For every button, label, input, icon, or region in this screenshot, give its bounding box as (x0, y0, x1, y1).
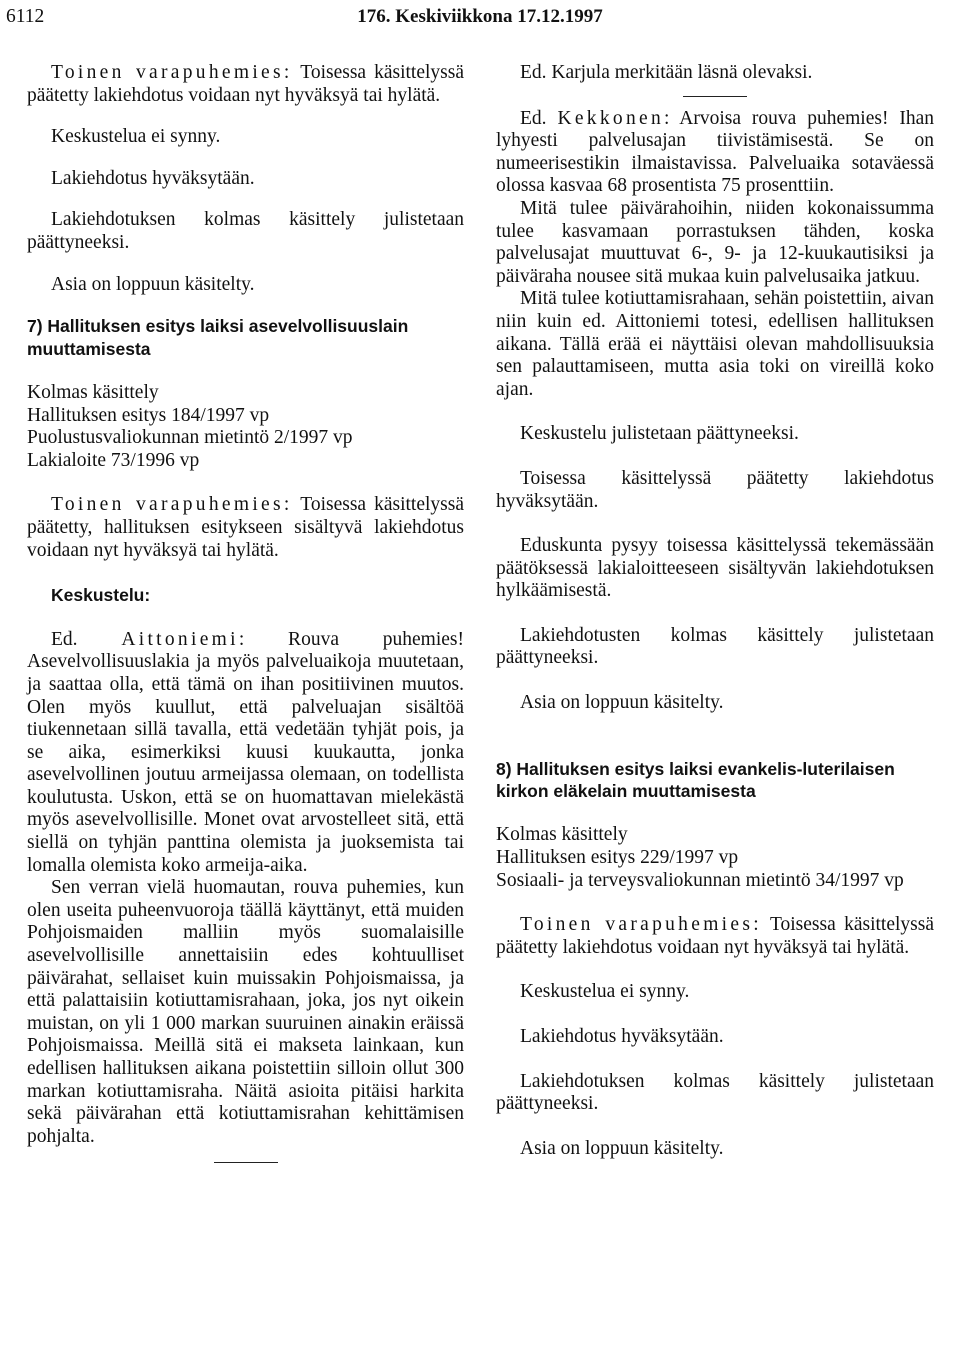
detail-line: Lakialoite 73/1996 vp (27, 449, 200, 471)
page-number: 6112 (6, 6, 45, 27)
paragraph: Lakiehdotusten kolmas käsittely julistetaan päättyneeksi. (496, 624, 934, 669)
chair-statement (27, 494, 464, 562)
paragraph: Mitä tulee kotiuttamisrahaan, sehän poistettiin, aivan niin kuin ed. Aittoniemi totesi, edellisen hallituksen aikana. Tällä erää ei näyttäisi olevan mahdollisuuksia sen palauttamiseen, mutta asia toki on vireillä koko ajan. (496, 288, 934, 400)
debate-heading: Keskustelu: (51, 585, 151, 606)
statement-text: Toisessa käsittelyssä päätetty, hallituksen esitykseen sisältyvä lakiehdotus voidaan nyt hyväksyä tai hylätä. (27, 494, 465, 561)
paragraph: Asia on loppuun käsitelty. (51, 273, 255, 295)
speech (496, 108, 934, 198)
speaker-name: Toinen varapuhemies: (51, 494, 293, 516)
paragraph: Toisessa käsittelyssä päätetty lakiehdotus hyväksytään. (496, 467, 934, 512)
detail-line: Kolmas käsittely (27, 381, 159, 403)
page-header (6, 6, 954, 30)
detail-line: Hallituksen esitys 229/1997 vp (496, 847, 739, 869)
chair-statement (27, 62, 464, 107)
speaker-name: Toinen varapuhemies: (520, 914, 762, 936)
paragraph: Eduskunta pysyy toisessa käsittelyssä tekemässään päätöksessä lakialoitteeseen sisältyvän lakiehdotuksen hylkäämisestä. (496, 535, 934, 602)
paragraph: Ed. Karjula merkitään läsnä olevaksi. (520, 62, 813, 83)
item-details (496, 824, 934, 892)
speech-prefix: Ed. (51, 628, 122, 650)
speaker-name: Aittoniemi (121, 628, 239, 650)
speech-text: : Arvoisa rouva puhemies! Ihan lyhyesti palvelusajan tiivistämisestä. Se on numeerisestikin ilmaistavissa. Palveluaika sotaväessä olossa kasvaa 68 prosentista 75 prosenttiin. (496, 107, 934, 197)
paragraph: Keskustelua ei synny. (51, 126, 221, 148)
divider (683, 96, 747, 97)
speech-prefix: Ed. (520, 107, 558, 129)
section-heading-8: 8) Hallituksen esitys laiksi evankelis-luterilaisen kirkon eläkelain muuttamisesta (496, 758, 895, 802)
chair-statement (496, 914, 934, 959)
paragraph: Lakiehdotuksen kolmas käsittely julistetaan päättyneeksi. (27, 209, 464, 253)
paragraph: Keskustelu julistetaan päättyneeksi. (520, 423, 799, 445)
divider (214, 1162, 278, 1163)
statement-text: Toisessa käsittelyssä päätetty lakiehdotus voidaan nyt hyväksyä tai hylätä. (27, 62, 465, 106)
detail-line: Puolustusvaliokunnan mietintö 2/1997 vp (27, 427, 353, 449)
speaker-name: Toinen varapuhemies: (51, 62, 293, 83)
right-column (496, 62, 934, 1160)
paragraph: Sen verran vielä huomautan, rouva puhemies, kun olen useita puheenvuoroja täällä käyttänyt, että muiden Pohjoismaiden malliin myös suomalaisille asevelvollisille annettaisiin edes kohtuulliset päivärahat, sellaiset kuin muissakin Pohjoismaissa, ja että palattaisiin kotiuttamisrahaan, joka, jos nyt oikein muistan, on yli 1 000 markan suuruinen ainakin eräissä Pohjoismaissa. Meillä sitä ei makseta lainkaan, kun edellisen hallituksen aikana poistettiin silloin ollut 300 markan kotiuttamisraha. Näitä asioita pitäisi harkita sekä päivärahan että kotiuttamisrahan kehittämisen pohjalta. (27, 877, 464, 1147)
paragraph: Mitä tulee päivärahoihin, niiden kokonaissumma tulee kasvamaan porrastuksen tähden, koska palvelusajat muuttuvat 6-, 9- ja 12-kuukautisiksi ja päiväraha nousee sitä mukaa kuin palvelusaika jatkuu. (496, 197, 934, 287)
left-column (27, 62, 464, 1163)
issue-title: 176. Keskiviikkona 17.12.1997 (357, 6, 603, 27)
speech-text: : Rouva puhemies! Asevelvollisuuslakia ja myös palveluaikoja muutetaan, ja saattaa olla, että tämä on ihan positiivinen muutos. Olen myös kuullut, että palveluajan sisältöä tiukennetaan sillä tavalla, että vedetään tyhjät pois, ja se aika, esimerkiksi kuusi kuukautta, jonka asevelvollinen joutuu armeijassa olemaan, on todellista koulutusta. Uskon, että se on huomattavan mielekästä myös asevelvollisille. Monet ovat arvostelleet sitä, että siellä on tyhjän panttina olemista ja juoksemista tai lomalla olemista koko armeija-aika. (27, 628, 464, 876)
paragraph: Asia on loppuun käsitelty. (520, 1137, 724, 1159)
paragraph: Asia on loppuun käsitelty. (520, 692, 724, 714)
detail-line: Kolmas käsittely (496, 824, 628, 846)
item-details (27, 382, 464, 472)
speaker-name: Kekkonen (557, 107, 664, 129)
speech (27, 629, 464, 878)
paragraph: Lakiehdotus hyväksytään. (51, 167, 255, 189)
detail-line: Hallituksen esitys 184/1997 vp (27, 404, 270, 426)
paragraph: Lakiehdotuksen kolmas käsittely julistetaan päättyneeksi. (496, 1070, 934, 1115)
statement-text: Toisessa käsittelyssä päätetty lakiehdotus voidaan nyt hyväksyä tai hylätä. (496, 914, 934, 958)
paragraph: Lakiehdotus hyväksytään. (520, 1026, 724, 1048)
detail-line: Sosiaali- ja terveysvaliokunnan mietintö 34/1997 vp (496, 869, 904, 891)
section-heading-7: 7) Hallituksen esitys laiksi asevelvollisuuslain muuttamisesta (27, 316, 409, 359)
paragraph: Keskustelua ei synny. (520, 981, 690, 1003)
